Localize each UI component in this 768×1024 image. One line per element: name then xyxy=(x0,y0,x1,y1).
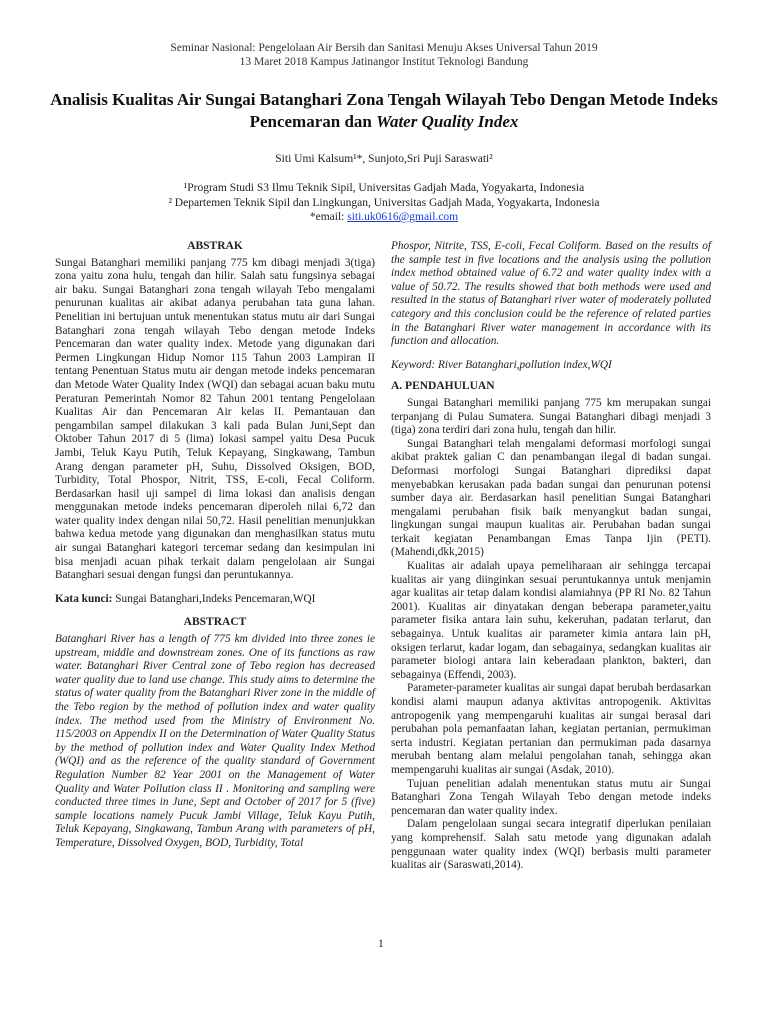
affiliations xyxy=(0,181,768,225)
email-line xyxy=(0,210,768,225)
authors: Siti Umi Kalsum¹*, Sunjoto,Sri Puji Saraswati² xyxy=(275,153,493,165)
conference-name: Seminar Nasional: Pengelolaan Air Bersih dan Sanitasi Menuju Akses Universal Tahun 2019 xyxy=(170,42,598,54)
conference-header xyxy=(0,41,768,69)
abstrak-text: Sungai Batanghari memiliki panjang 775 km dibagi menjadi 3(tiga) zona yaitu zona hulu, tengah dan hilir. Salah satu fungsinya sebagai air baku. Sungai Batanghari zona tengah wilayah Tebo mengalami penurunan kualitas air akibat adanya perubahan tata guna lahan. Penelitian ini bertujuan untuk menentukan status mutu air dari Sungai Batanghari zona tengah wilayah Tebo dengan metode Indeks Pencemaran dan water quality index. Metode yang digunakan dari Permen Lingkungan Hidup Nomor 115 Tahun 2003 Lampiran II tentang Penentuan Status mutu air dengan metode indeks pencemaran dan Metode Water Quality Index (WQI) dan sebagai acuan baku mutu Peraturan Pemerintah Nomor 82 Tahun 2001 tentang Pengelolaan Kualitas Air dan Pencemaran Air kelas II. Pemantauan dan pengambilan sampel dilakukan 3 kali pada Bulan Juni,Sept dan Oktober Tahun 2017 di 5 (lima) lokasi sampel yaitu Desa Pucuk Jambi, Teluk Kayu Putih, Teluk Kepayang, Singkawang, Tambun Arang dengan parameter pH, Suhu, Dissolved Oksigen, BOD, Turbidity, Total Phospor, Nitrit, TSS, E-coli, Fecal Coliform. Berdasarkan hasil uji sampel di lima lokasi dan analisis dengan menggunakan metode indeks pencemaran diperoleh nilai 6,72 dan water quality index dengan nilai 50,72. Hasil penelitian menunjukkan bahwa kedua metode yang digunakan dan menghasilkan status mutu air sungai Batanghari kategori tercemar sedang dan kesimpulan ini bisa menjadi acuan pihak terkait dalam pengelolaan air Sungai Batanghari sesuai dengan fungsi dan peruntukannya. xyxy=(55,256,375,582)
pendahuluan-paragraph: Dalam pengelolaan sungai secara integratif diperlukan penilaian yang komprehensif. Salah satu metode yang digunakan adalah penggunaan water quality index (WQI) berbasis multi parameter kualitas air (Saraswati,2014). xyxy=(391,818,711,872)
abstract-text: Batanghari River has a length of 775 km divided into three zones ie upstream, middle and downstream zones. One of its functions as raw water. Batanghari River Central zone of Tebo region has decreased water quality due to land use change. This study aims to determine the status of water quality from the Batanghari River zone in the middle of the Tebo region by the method of pollution index and water quality index. The method used from the Ministry of Environment No. 115/2003 on Appendix II on the Determination of Water Quality Status by the method of pollution index and Water Quality Index Method (WQI) and as the reference of the quality standard of Government Regulation Number 82 Year 2001 on the Management of Water Quality and Water Pollution class II . Monitoring and sampling were conducted three times in June, Sept and October of 2017 for 5 (five) sample locations namely Pucuk Jambi Village, Teluk Kayu Putih, Teluk Kepayang, Singkawang, Tambun Arang with parameters of pH, Temperature, Dissolved Oxygen, BOD, Turbidity, Total xyxy=(55,633,375,849)
pendahuluan-paragraph: Sungai Batanghari telah mengalami deformasi morfologi sungai akibat praktek galian C dan penambangan ilegal di badan sungai. Deformasi morfologi Sungai Batanghari diprediksi dapat menyebabkan kerusakan pada badan sungai dan penurunan potensi sumber daya air. Berdasarkan hasil penelitian Sungai Batanghari mengalami perubahan fisik baik menyangkut badan sungai, lingkungan sungai maupun kualitas air. Perubahan badan sungai terkait kegiatan Penambangan Emas Tanpa Ijin (PETI). (Mahendi,dkk,2015) xyxy=(391,437,711,559)
email-link[interactable]: siti.uk0616@gmail.com xyxy=(347,211,459,223)
paper-title xyxy=(40,89,728,133)
left-column xyxy=(55,240,375,851)
pendahuluan-heading: A. PENDAHULUAN xyxy=(391,380,495,393)
page-number: 1 xyxy=(378,938,384,950)
pendahuluan-paragraph: Kualitas air adalah upaya pemeliharaan air sehingga tercapai kualitas air yang diinginkan sesuai peruntukannya untuk menjamin agar kualitas air tetap dalam kondisi alamiahnya (PP RI No. 82 Tahun 2001). Kualitas air dinyatakan dengan beberapa parameter,yaitu parameter fisika antara lain suhu, kekeruhan, padatan terlarut, dan sebagainya. Untuk kualitas air parameter kimia antara lain pH, oksigen terlarut, kadar logam, dan sebagainya, sedangkan kualitas air parameter biologi antara lain keberadaan plankton, bakteri, dan sebagainya (Effendi, 2003). xyxy=(391,560,711,681)
affiliation-1: ¹Program Studi S3 Ilmu Teknik Sipil, Universitas Gadjah Mada, Yogyakarta, Indonesia xyxy=(183,182,585,194)
kata-kunci-text: Sungai Batanghari,Indeks Pencemaran,WQI xyxy=(112,592,316,605)
abstract-text-continued: Phospor, Nitrite, TSS, E-coli, Fecal Coliform. Based on the results of the sample test in five locations and the analysis using the pollution index method obtained value of 6.72 and water quality index with a value of 50.72. The results showed that both methods were used and resulted in the status of Batanghari river water of moderately polluted category and this conclusion could be the reference of related parties in the Batanghari River water management in accordance with its function and allocation. xyxy=(391,240,711,348)
right-column xyxy=(391,240,711,873)
conference-date-venue: 13 Maret 2018 Kampus Jatinangor Institut Teknologi Bandung xyxy=(239,56,529,68)
pendahuluan-paragraph: Sungai Batanghari memiliki panjang 775 km merupakan sungai terpanjang di Pulau Sumatera. Sungai Batanghari dibagi menjadi 3 (tiga) zona terdiri dari zona hulu, tengah dan hilir. xyxy=(391,396,711,437)
pendahuluan-paragraph: Tujuan penelitian adalah menentukan status mutu air Sungai Batanghari Zona Tengah Wilayah Tebo dengan metode indeks pencemaran dan water quality index. xyxy=(391,777,711,817)
kata-kunci-label: Kata kunci: xyxy=(55,592,113,605)
abstract-heading: ABSTRACT xyxy=(183,616,247,629)
email-label: *email: xyxy=(309,211,348,223)
abstrak-heading: ABSTRAK xyxy=(187,240,243,252)
keyword-line: Keyword: River Batanghari,pollution index,WQI xyxy=(391,358,612,371)
affiliation-2: ² Departemen Teknik Sipil dan Lingkungan, Universitas Gadjah Mada, Yogyakarta, Indonesia xyxy=(168,196,600,209)
pendahuluan-paragraph: Parameter-parameter kualitas air sungai dapat berubah berdasarkan kondisi alami maupun adanya aktivitas antropogenik. Aktivitas antropogenik yang mempengaruhi kualitas air sungai berasal dari perubahan pola pemanfaatan lahan, kegiatan pertanian, permukiman serta industri. Kegiatan pertanian dan permukiman pada dasarnya merubah bentang alam melalui pengolahan tanah, sehingga akan mempengaruhi kualitas air sungai (Asdak, 2010). xyxy=(391,682,711,776)
kata-kunci xyxy=(55,593,375,607)
title-main: Analisis Kualitas Air Sungai Batanghari Zona Tengah Wilayah Tebo Dengan Metode Indeks Pencemaran dan xyxy=(50,90,718,131)
title-italic: Water Quality Index xyxy=(376,112,519,131)
